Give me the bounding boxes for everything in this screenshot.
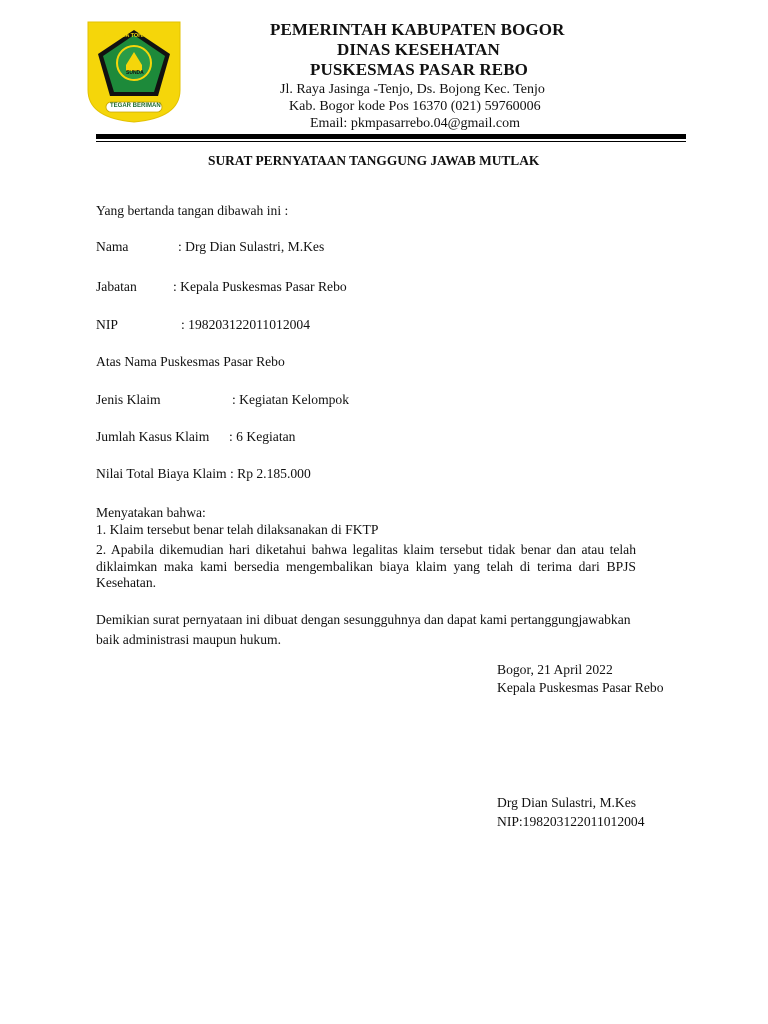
statement-point-1: 1. Klaim tersebut benar telah dilaksanakan di FKTP: [96, 522, 379, 537]
statement-point-2-line-3: Kesehatan.: [96, 575, 157, 590]
header-address-2: Kab. Bogor kode Pos 16370 (021) 59760006: [289, 99, 541, 114]
closing-line-1: Demikian surat pernyataan ini dibuat dengan sesungguhnya dan dapat kami pertanggungjawabkan: [96, 612, 631, 627]
closing-line-2: baik administrasi maupun hukum.: [96, 632, 282, 647]
signature-nip: NIP:198203122011012004: [497, 814, 645, 829]
field-jabatan-value: : Kepala Puskesmas Pasar Rebo: [173, 279, 347, 294]
signature-name: Drg Dian Sulastri, M.Kes: [497, 795, 637, 810]
letterhead-rule-thick: [96, 134, 686, 139]
statement-point-2-line-2: diklaimkan maka kami bersedia mengembalikan biaya klaim yang telah di terima dari BPJS: [96, 559, 636, 574]
claim-jumlah-value: : 6 Kegiatan: [229, 429, 296, 444]
field-nip-label: NIP: [96, 317, 118, 332]
logo-top-text: PRAYOGA TOHAYA: [102, 33, 153, 39]
logo-center-text: SUNDA: [126, 70, 144, 76]
letterhead-rule-thin: [96, 141, 686, 142]
intro-text: Yang bertanda tangan dibawah ini :: [96, 203, 289, 218]
header-line-1: PEMERINTAH KABUPATEN BOGOR: [270, 20, 565, 39]
field-nama-value: : Drg Dian Sulastri, M.Kes: [178, 239, 325, 254]
atas-nama-text: Atas Nama Puskesmas Pasar Rebo: [96, 354, 285, 369]
field-nip-value: : 198203122011012004: [181, 317, 311, 332]
header-address-1: Jl. Raya Jasinga -Tenjo, Ds. Bojong Kec. Tenjo: [280, 82, 545, 97]
field-jabatan-label: Jabatan: [96, 279, 137, 294]
claim-jenis-label: Jenis Klaim: [96, 392, 161, 407]
claim-nilai-text: Nilai Total Biaya Klaim : Rp 2.185.000: [96, 466, 311, 481]
field-nama-label: Nama: [96, 239, 129, 254]
header-line-3: PUSKESMAS PASAR REBO: [310, 60, 528, 79]
statement-point-2-line-1: 2. Apabila dikemudian hari diketahui bahwa legalitas klaim tersebut tidak benar dan atau telah: [96, 542, 636, 557]
claim-jumlah-label: Jumlah Kasus Klaim: [96, 429, 210, 444]
document-title: SURAT PERNYATAAN TANGGUNG JAWAB MUTLAK: [208, 153, 540, 168]
claim-jenis-value: : Kegiatan Kelompok: [232, 392, 350, 407]
signature-place-date: Bogor, 21 April 2022: [497, 662, 613, 677]
signature-position: Kepala Puskesmas Pasar Rebo: [497, 680, 664, 695]
logo-banner-text: TEGAR BERIMAN: [110, 103, 161, 109]
statement-heading: Menyatakan bahwa:: [96, 505, 206, 520]
header-line-2: DINAS KESEHATAN: [337, 40, 500, 59]
header-email: Email: pkmpasarrebo.04@gmail.com: [310, 116, 521, 131]
